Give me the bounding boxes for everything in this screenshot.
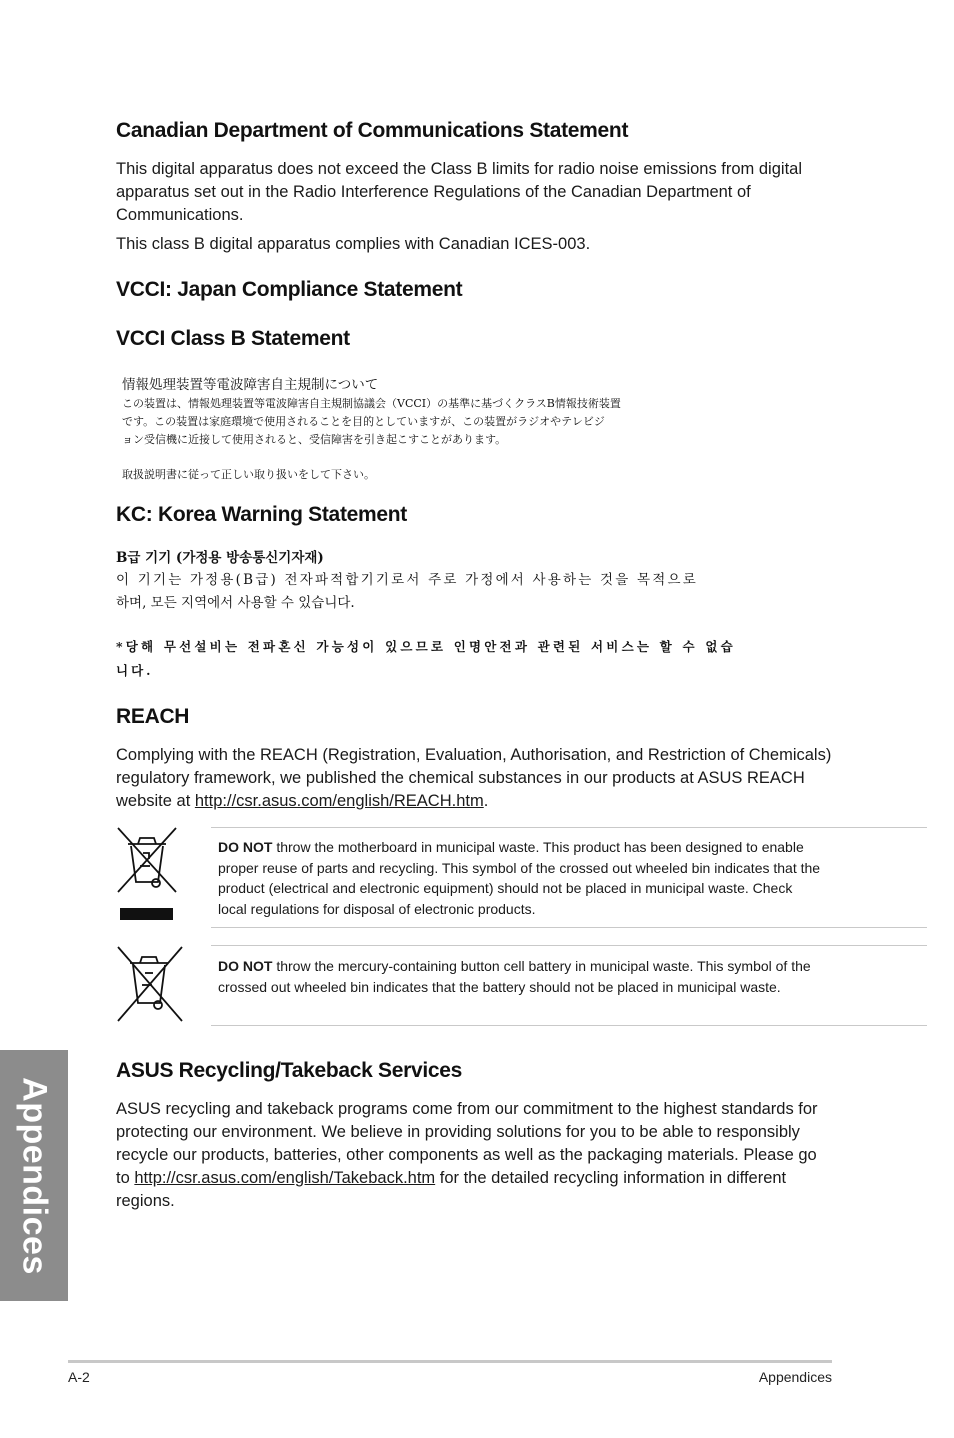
- note-2-bottom-rule: [211, 1025, 927, 1026]
- reach-paragraph: [116, 744, 832, 813]
- korea-line-2: 이 기기는 가정용(B급) 전자파적합기기로서 주로 가정에서 사용하는 것을 목적으로: [116, 572, 698, 588]
- recycling-paragraph-text: ASUS recycling and takeback programs come from our commitment to the highest standards for protecting our environment. We believe in providing solutions for you to be able to responsibly recycle our products, batteries, other components as well as the packaging materials. Please go to: [116, 1100, 818, 1187]
- vcci-japanese-line-3: です。この装置は家庭環境で使用されることを目的としていますが、この装置がラジオやテレビジ: [122, 415, 605, 428]
- appendices-side-tab: [0, 1050, 68, 1301]
- vcci-heading: VCCI: Japan Compliance Statement: [116, 278, 463, 301]
- note-2-do-not: DO NOT: [218, 958, 273, 974]
- note-2-text: [218, 956, 824, 997]
- reach-paragraph-end: .: [483, 792, 489, 810]
- recycling-heading: ASUS Recycling/Takeback Services: [116, 1059, 463, 1082]
- canadian-statement-paragraph: This digital apparatus does not exceed the Class B limits for radio noise emissions from digital apparatus set out in the Radio Interference Regulations of the Canadian Department of Communications.: [116, 160, 802, 224]
- canadian-ices-paragraph: This class B digital apparatus complies with Canadian ICES-003.: [116, 235, 591, 253]
- crossed-out-wheeled-bin-battery-icon: [116, 945, 184, 1023]
- reach-heading: REACH: [116, 705, 190, 728]
- vcci-class-b-heading: VCCI Class B Statement: [116, 327, 350, 350]
- reach-paragraph-text: Complying with the REACH (Registration, Evaluation, Authorisation, and Restriction of Chemicals) regulatory framework, we published the chemical substances in our products at ASUS REACH website at: [116, 746, 832, 810]
- korea-line-4: *당해 무선설비는 전파혼신 가능성이 있으므로 인명안전과 관련된 서비스는 할 수 없습: [116, 639, 736, 654]
- recycling-paragraph-end: for the detailed recycling information in different regions.: [116, 1169, 787, 1210]
- korea-line-5: 니다.: [116, 663, 154, 678]
- recycling-paragraph: [116, 1098, 832, 1213]
- note-1-do-not: DO NOT: [218, 839, 273, 855]
- note-1-body: throw the motherboard in municipal waste. This product has been designed to enable proper reuse of parts and recycling. This symbol of the crossed out wheeled bin indicates that the product (electrical and electronic equipment) should not be placed in municipal waste. Check local regulations for disposal of electronic products.: [218, 839, 821, 917]
- footer-rule: [68, 1360, 832, 1363]
- note-2-body: throw the mercury-containing button cell battery in municipal waste. This symbol of the crossed out wheeled bin indicates that the battery should not be placed in municipal waste.: [218, 958, 811, 995]
- korea-line-1: B급 기기 (가정용 방송통신기자재): [116, 550, 324, 566]
- note-1-bottom-rule: [211, 927, 927, 928]
- page-number: A-2: [68, 1369, 90, 1385]
- korea-line-3: 하며, 모든 지역에서 사용할 수 있습니다.: [116, 595, 355, 611]
- note-2-top-rule: [211, 945, 927, 946]
- korea-heading: KC: Korea Warning Statement: [116, 503, 407, 526]
- note-1-text: [218, 837, 824, 919]
- crossed-out-wheeled-bin-icon: [116, 826, 178, 922]
- vcci-japanese-line-5: 取扱説明書に従って正しい取り扱いをして下さい。: [122, 468, 375, 481]
- canadian-statement-heading: Canadian Department of Communications Statement: [116, 119, 629, 142]
- footer-section-name: Appendices: [758, 1369, 832, 1385]
- side-tab-label: Appendices: [15, 1076, 54, 1275]
- reach-website-link[interactable]: http://csr.asus.com/english/REACH.htm: [194, 792, 484, 810]
- vcci-japanese-line-1: 情報処理装置等電波障害自主規制について: [122, 377, 379, 393]
- takeback-website-link[interactable]: http://csr.asus.com/english/Takeback.htm: [134, 1169, 436, 1187]
- vcci-japanese-line-4: ョン受信機に近接して使用されると、受信障害を引き起こすことがあります。: [122, 433, 507, 446]
- vcci-japanese-line-2: この装置は、情報処理装置等電波障害自主規制協議会（VCCI）の基準に基づくクラスB情報技術装置: [122, 397, 621, 410]
- note-1-top-rule: [211, 827, 927, 828]
